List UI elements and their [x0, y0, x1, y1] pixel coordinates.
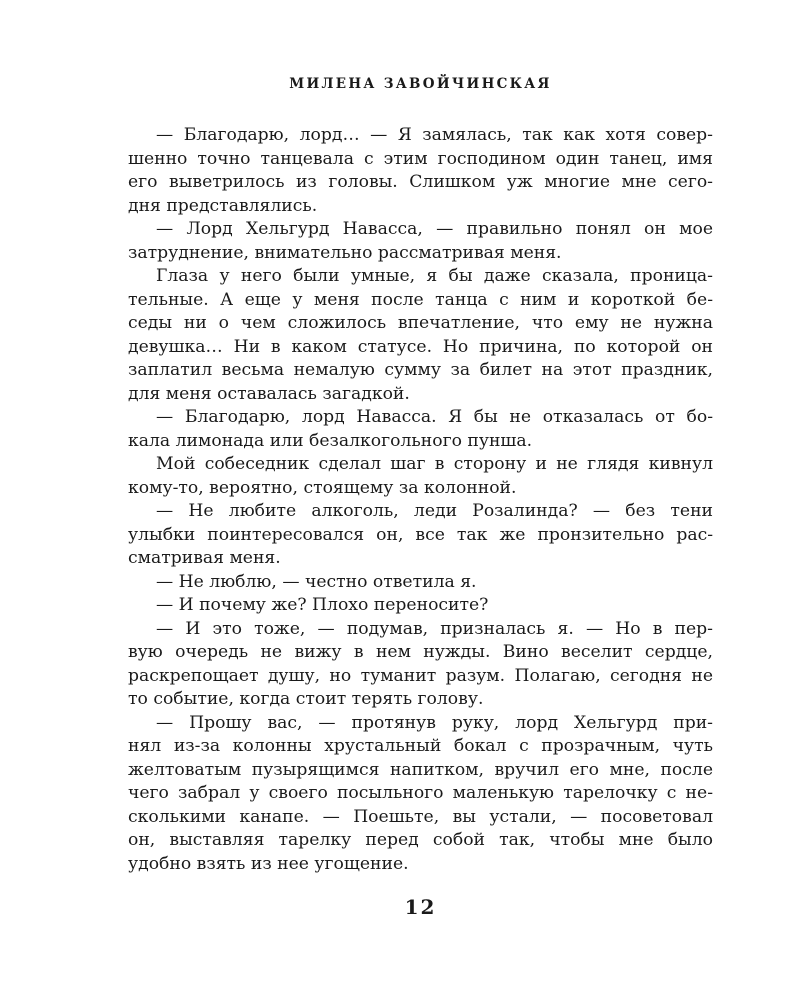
text-line: — И почему же? Плохо переносите? — [156, 595, 489, 615]
text-line: — Не любите алкоголь, леди Розалинда? — без тени — [156, 501, 713, 521]
text-line: Глаза у него были умные, я бы даже сказала, проница- — [156, 266, 713, 286]
text-line: то событие, когда стоит терять голову. — [128, 689, 484, 709]
text-line: раскрепощает душу, но туманит разум. Полагаю, сегодня не — [128, 665, 713, 686]
text-line: тельные. А еще у меня после танца с ним и короткой бе- — [128, 289, 713, 310]
running-head-author: МИЛЕНА ЗАВОЙЧИНСКАЯ — [289, 76, 552, 92]
text-line: — И это тоже, — подумав, призналась я. — Но в пер- — [156, 618, 713, 639]
text-line: желтоватым пузырящимся напитком, вручил его мне, после — [128, 759, 713, 780]
text-line: кому-то, вероятно, стоящему за колонной. — [128, 477, 517, 498]
text-line: Мой собеседник сделал шаг в сторону и не глядя кивнул — [156, 454, 713, 474]
text-line: девушка… Ни в каком статусе. Но причина, по которой он — [128, 336, 713, 357]
text-line: для меня оставалась загадкой. — [128, 383, 410, 404]
text-line: шенно точно танцевала с этим господином один танец, имя — [128, 148, 713, 169]
text-line: удобно взять из нее угощение. — [128, 853, 409, 874]
text-line: затруднение, внимательно рассматривая меня. — [128, 242, 562, 263]
text-line: вую очередь не вижу в нем нужды. Вино веселит сердце, — [128, 642, 713, 662]
text-line: — Не люблю, — честно ответила я. — [156, 571, 477, 592]
text-line: нял из-за колонны хрустальный бокал с прозрачным, чуть — [128, 736, 713, 756]
text-line: он, выставляя тарелку перед собой так, чтобы мне было — [128, 830, 713, 850]
book-page — [128, 0, 713, 1000]
page-number: 12 — [404, 895, 437, 919]
text-line: — Благодарю, лорд Навасса. Я бы не отказалась от бо- — [156, 407, 713, 427]
text-line: — Прошу вас, — протянув руку, лорд Хельгурд при- — [156, 712, 713, 733]
text-line: — Лорд Хельгурд Навасса, — правильно понял он мое — [156, 219, 713, 239]
text-line: сматривая меня. — [128, 548, 281, 568]
text-line: седы ни о чем сложилось впечатление, что ему не нужна — [128, 313, 713, 333]
text-line: кала лимонада или безалкогольного пунша. — [128, 430, 533, 451]
text-line: чего забрал у своего посыльного маленькую тарелочку с не- — [128, 783, 713, 803]
text-line: его выветрилось из головы. Слишком уж многие мне сего- — [128, 172, 713, 192]
text-line: сколькими канапе. — Поешьте, вы устали, — посоветовал — [128, 806, 713, 827]
text-line: дня представлялись. — [128, 195, 318, 216]
text-line: заплатил весьма немалую сумму за билет на этот праздник, — [128, 360, 713, 380]
text-line: улыбки поинтересовался он, все так же пронзительно рас- — [128, 524, 713, 545]
body-text — [128, 124, 713, 876]
text-line: — Благодарю, лорд… — Я замялась, так как хотя совер- — [156, 125, 713, 145]
